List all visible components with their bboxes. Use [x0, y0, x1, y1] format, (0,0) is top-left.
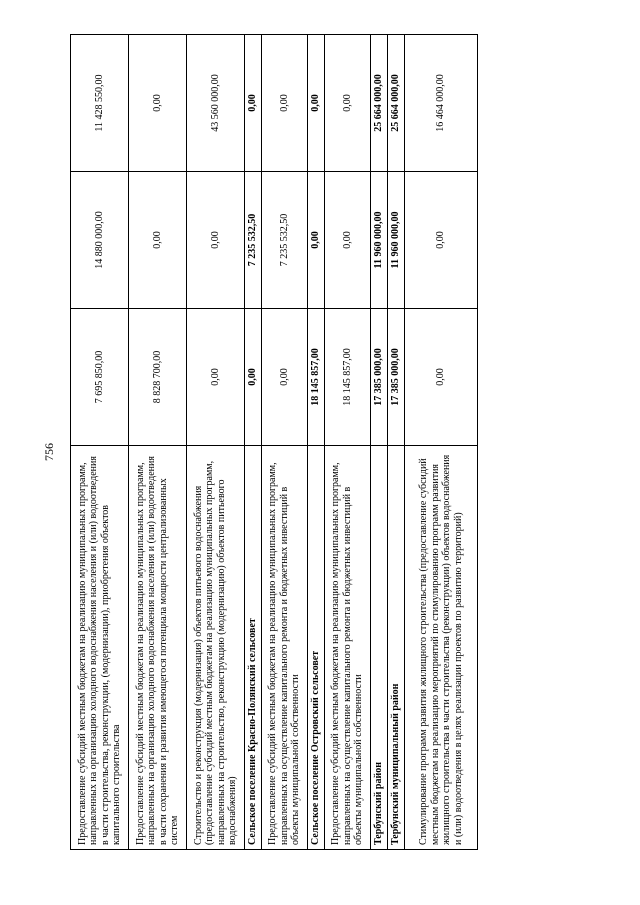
row-description: Стимулирование программ развития жилищного строительства (предоставление субсидий местным бюджетам на реализацию мероприятий по стимулированию программ развития жилищного строительства в части строительства (реконструкции) объектов водоснабжения и (или) водоотведения в целях реализации проектов по развитию территорий) — [405, 446, 478, 850]
table-row — [71, 35, 129, 850]
amount-year-3: 0,00 — [129, 35, 187, 172]
amount-year-1: 0,00 — [262, 309, 308, 446]
amount-year-3: 16 464 000,00 — [405, 35, 478, 172]
amount-year-2: 7 235 532,50 — [262, 172, 308, 309]
amount-year-2: 0,00 — [187, 172, 245, 309]
amount-year-1: 18 145 857,00 — [325, 309, 371, 446]
table-row — [245, 35, 262, 850]
amount-year-3: 0,00 — [308, 35, 325, 172]
amount-year-3: 25 664 000,00 — [388, 35, 405, 172]
row-description: Предоставление субсидий местным бюджетам на реализацию муниципальных программ, направленных на осуществление капитального ремонта и бюджетных инвестиций в объекты муниципальной собственности — [325, 446, 371, 850]
amount-year-2: 11 960 000,00 — [371, 172, 388, 309]
amount-year-2: 0,00 — [129, 172, 187, 309]
amount-year-1: 17 385 000,00 — [388, 309, 405, 446]
amount-year-3: 43 560 000,00 — [187, 35, 245, 172]
amount-year-1: 17 385 000,00 — [371, 309, 388, 446]
amount-year-1: 7 695 850,00 — [71, 309, 129, 446]
amount-year-1: 0,00 — [187, 309, 245, 446]
amount-year-2: 11 960 000,00 — [388, 172, 405, 309]
table-row — [262, 35, 308, 850]
table-row — [129, 35, 187, 850]
amount-year-3: 0,00 — [245, 35, 262, 172]
row-description: Тербунский район — [371, 446, 388, 850]
amount-year-3: 0,00 — [325, 35, 371, 172]
table-row — [388, 35, 405, 850]
row-description: Предоставление субсидий местным бюджетам на реализацию муниципальных программ, направленных на осуществление капитального ремонта и бюджетных инвестиций в объекты муниципальной собственности — [262, 446, 308, 850]
row-description: Предоставление субсидий местным бюджетам на реализацию муниципальных программ, направленных на организацию холодного водоснабжения населения и (или) водоотведения в части строительства, реконструкции, (модернизации), приобретения объектов капитального строительства — [71, 446, 129, 850]
amount-year-1: 0,00 — [405, 309, 478, 446]
amount-year-1: 18 145 857,00 — [308, 309, 325, 446]
amount-year-1: 8 828 700,00 — [129, 309, 187, 446]
table-row — [187, 35, 245, 850]
amount-year-3: 0,00 — [262, 35, 308, 172]
rotated-table-container — [70, 35, 464, 850]
page-number: 756 — [42, 443, 56, 461]
amount-year-2: 7 235 532,50 — [245, 172, 262, 309]
amount-year-2: 0,00 — [308, 172, 325, 309]
row-description: Сельское поселение Красно-Полянский сельсовет — [245, 446, 262, 850]
amount-year-2: 0,00 — [405, 172, 478, 309]
amount-year-2: 0,00 — [325, 172, 371, 309]
budget-table-body — [71, 35, 478, 850]
amount-year-3: 25 664 000,00 — [371, 35, 388, 172]
table-row — [371, 35, 388, 850]
budget-table — [70, 34, 478, 850]
row-description: Строительство и реконструкция (модернизация) объектов питьевого водоснабжения (предоставление субсидий местным бюджетам на реализацию муниципальных программ, направленных на строительство, реконструкцию (модернизацию) объектов питьевого водоснабжения) — [187, 446, 245, 850]
row-description: Сельское поселение Островский сельсовет — [308, 446, 325, 850]
table-row — [325, 35, 371, 850]
amount-year-1: 0,00 — [245, 309, 262, 446]
table-row — [405, 35, 478, 850]
amount-year-2: 14 880 000,00 — [71, 172, 129, 309]
table-row — [308, 35, 325, 850]
amount-year-3: 11 428 550,00 — [71, 35, 129, 172]
row-description: Предоставление субсидий местным бюджетам на реализацию муниципальных программ, направленных на организацию холодного водоснабжения населения и (или) водоотведения в части сохранения и развития имеющегося потенциала мощности централизованных систем — [129, 446, 187, 850]
row-description: Тербунский муниципальный район — [388, 446, 405, 850]
